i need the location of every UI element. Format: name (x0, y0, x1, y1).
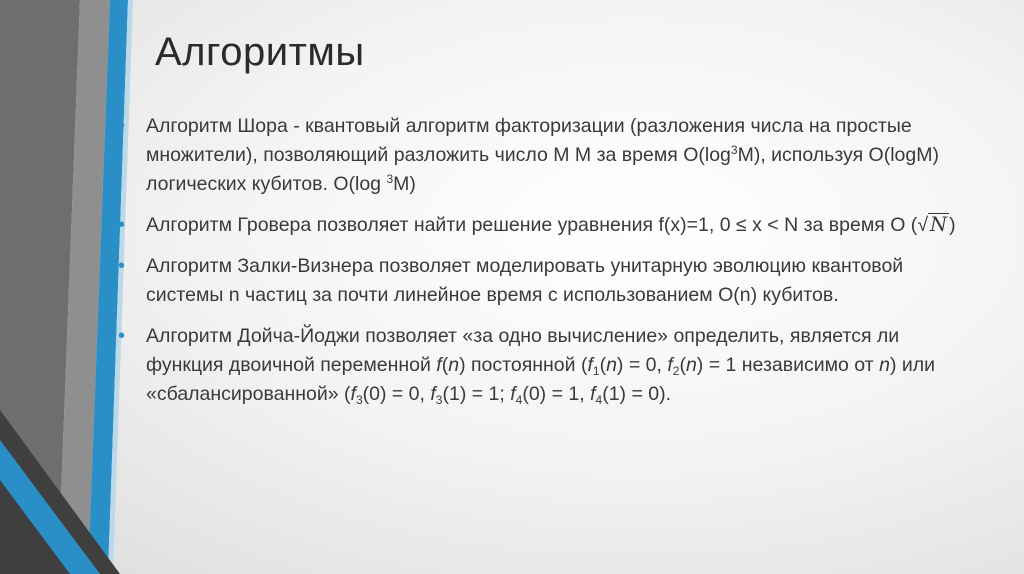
bullet-text-fragment: ( (599, 354, 607, 376)
bullet-text-fragment: f (436, 354, 442, 376)
bullet-dot-icon: • (118, 325, 126, 347)
bullet-dot-icon: • (118, 255, 126, 277)
bullet-text-fragment: 3 (435, 393, 443, 407)
bullet-text-fragment: f (350, 383, 356, 405)
bullet-text-fragment: 3 (355, 393, 363, 407)
bullet-text-fragment: f (667, 354, 673, 376)
slide-title: Алгоритмы (155, 30, 365, 74)
bullet-text-fragment: 4 (515, 393, 523, 407)
bullet-text-fragment: Алгоритм Гровера позволяет найти решение уравнения f(x)=1, 0 ≤ x < N за время O ( (146, 214, 918, 236)
bullet-text-fragment: f (510, 383, 516, 405)
bullet-item (118, 322, 958, 409)
bullet-text-fragment: (1) = 0). (602, 383, 672, 405)
bullet-text-fragment: f (587, 354, 593, 376)
bullet-text-fragment: n (606, 354, 617, 376)
bullet-text-fragment: 2 (672, 364, 680, 378)
sqrt-argument: N (930, 213, 948, 236)
bullet-list (118, 112, 958, 421)
bullet-text-fragment: f (590, 383, 596, 405)
bullet-dot-icon: • (118, 115, 126, 137)
bullet-item (118, 252, 958, 310)
bullet-text-fragment: M) (393, 173, 416, 195)
bullet-text-fragment: ) (949, 214, 956, 236)
bullet-text-fragment: 4 (595, 393, 603, 407)
radical-sign: √ (917, 214, 929, 236)
bullet-text-fragment: ) постоянной ( (459, 354, 588, 376)
bullet-text-fragment: ) или «сбалансированной» ( (146, 354, 936, 405)
bullet-text-fragment: 3 (386, 172, 394, 186)
bullet-text-fragment: 3 (730, 143, 738, 157)
bullet-text-fragment: n (879, 354, 890, 376)
bullet-text-fragment: (0) = 0, (362, 383, 431, 405)
bullet-text-fragment: n (448, 354, 460, 376)
bullet-text-fragment: 1 (592, 364, 600, 378)
bullet-dot-icon: • (118, 214, 126, 236)
bullet-text-fragment: f (430, 383, 436, 405)
bullet-text-fragment: Алгоритм Залки-Визнера позволяет моделировать унитарную эволюцию квантовой системы n частиц за почти линейное время с использованием O(n) кубитов. (146, 255, 904, 306)
bullet-text-fragment: M), используя O(logM) логических кубитов. O(log (146, 144, 939, 195)
sqrt-expression (917, 211, 949, 240)
bullet-text-fragment: Алгоритм Шора - квантовый алгоритм факторизации (разложения числа на простые множители), позволяющий разложить число M M за время O(log (146, 115, 912, 166)
bullet-text-fragment: ( (679, 354, 686, 376)
bullet-text-fragment: ) = 0, (616, 354, 668, 376)
bullet-item (118, 112, 958, 199)
bullet-text-fragment: ) = 1 независимо от (696, 354, 880, 376)
bullet-text-fragment: (1) = 1; (442, 383, 511, 405)
bullet-text-fragment: n (685, 354, 697, 376)
bullet-text-fragment: ( (441, 354, 449, 376)
bullet-text-fragment: Алгоритм Дойча-Йоджи позволяет «за одно вычисление» определить, является ли функция двоичной переменной (146, 325, 900, 376)
bullet-item (118, 211, 958, 240)
bullet-text-fragment: (0) = 1, (522, 383, 591, 405)
